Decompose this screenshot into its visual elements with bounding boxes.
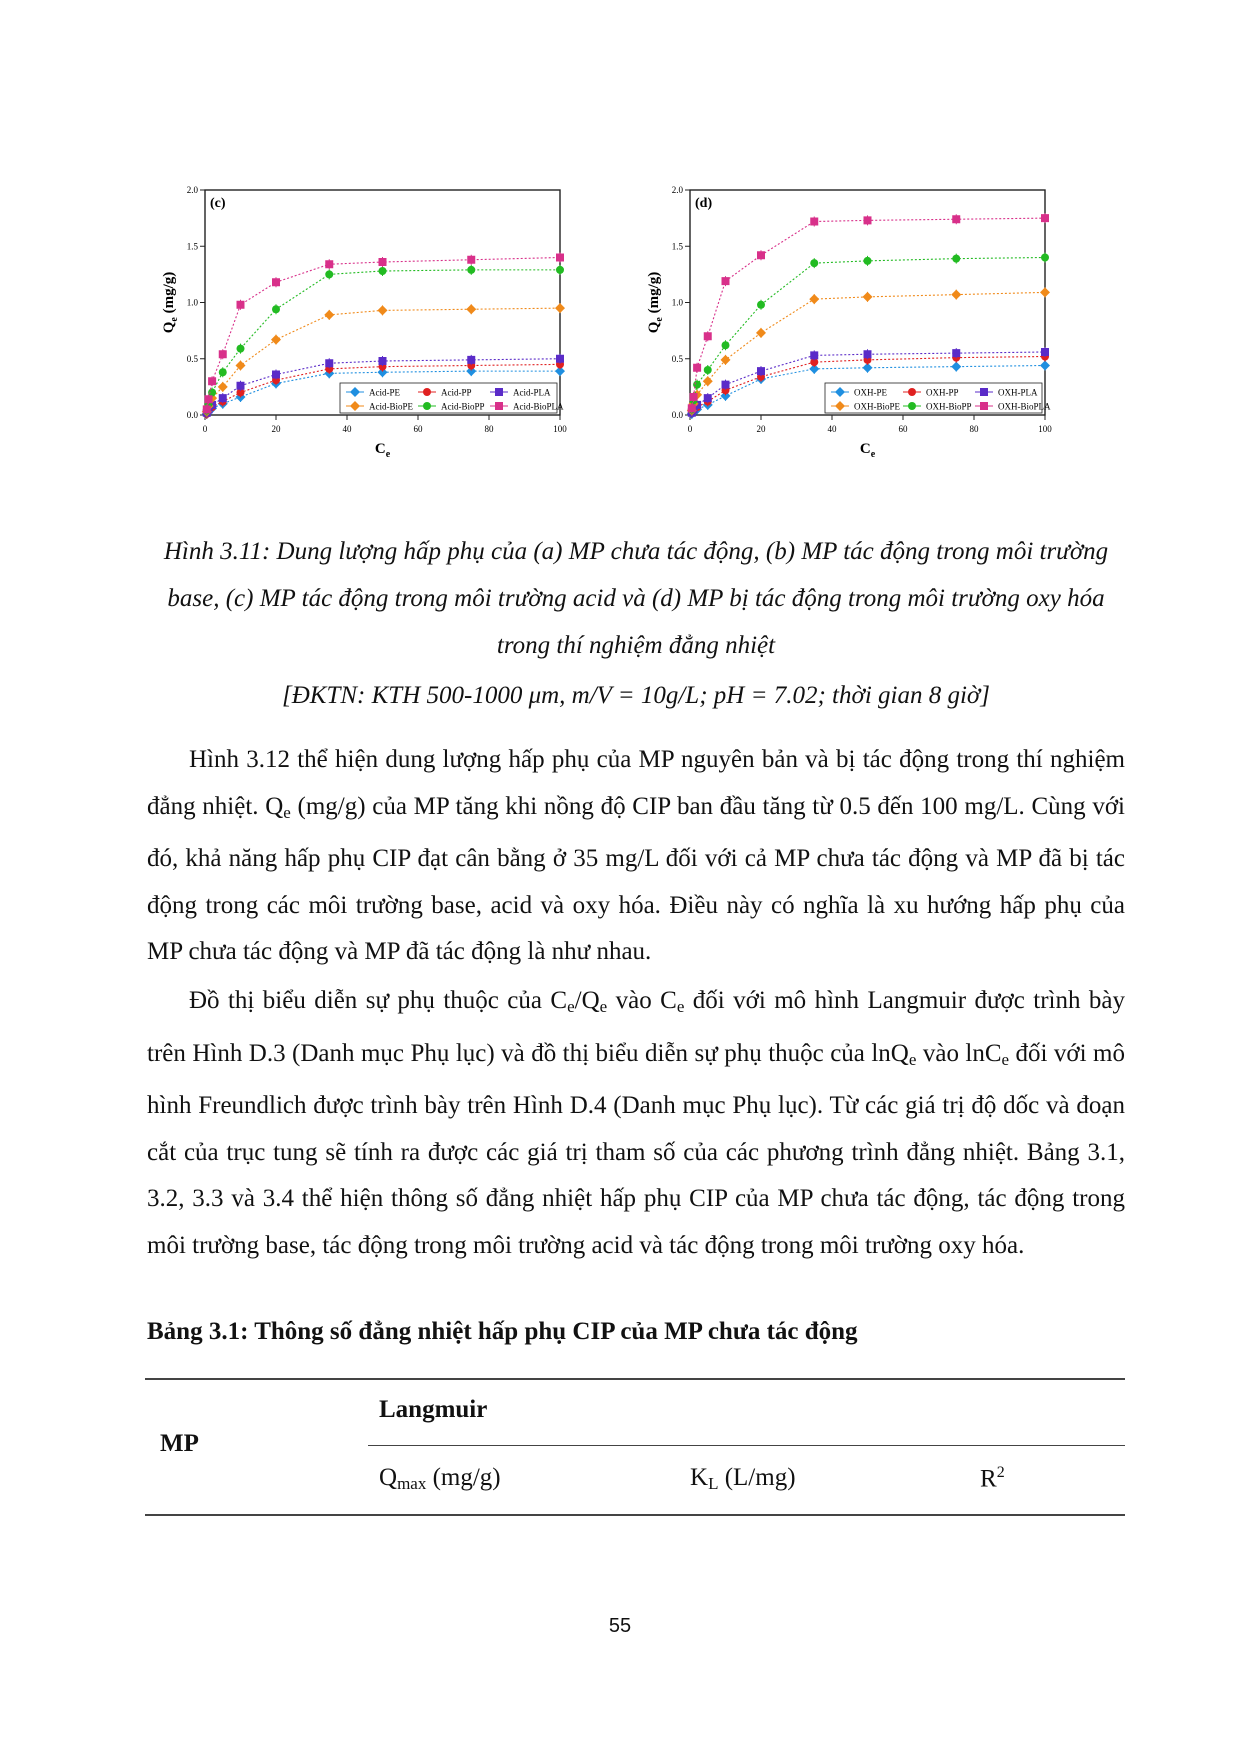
table-bottom-rule — [145, 1514, 1125, 1516]
chart-c-legend-label: Acid-PLA — [513, 387, 551, 398]
chart-c-x-axis-label-sub: e — [385, 449, 391, 460]
page-number: 55 — [608, 1615, 632, 1637]
chart-c-y-axis-label-sub: e — [169, 317, 180, 322]
chart-d-data-point — [704, 394, 712, 402]
paragraph-2 — [147, 978, 1125, 1269]
chart-c-ytick-label: 1.0 — [186, 297, 198, 308]
para2-sub-c: e — [676, 997, 685, 1016]
chart-c-data-point — [379, 357, 387, 365]
chart-d-legend-marker — [908, 388, 916, 396]
chart-c-data-point — [208, 377, 216, 385]
chart-d-ytick-label: 1.0 — [671, 297, 683, 308]
chart-c-data-point — [203, 405, 211, 413]
chart-d-xtick-label: 0 — [687, 424, 693, 434]
chart-c-xtick-label: 40 — [342, 424, 352, 434]
table-header-mp: MP — [160, 1430, 199, 1457]
chart-d-legend-label: OXH-PP — [926, 387, 959, 398]
chart-d-xtick-label: 20 — [756, 424, 766, 434]
chart-c-y-axis-label-unit: (mg/g) — [161, 271, 177, 318]
para2-text-e: vào lnC — [916, 1039, 1002, 1067]
chart-c-xtick-label: 60 — [413, 424, 423, 434]
chart-c-data-point — [219, 394, 227, 402]
chart-d-data-point — [693, 364, 701, 372]
para2-sub-a: e — [567, 997, 575, 1016]
table-top-rule — [145, 1378, 1125, 1380]
chart-c-data-point — [237, 301, 245, 309]
chart-c-y-axis-label: $Q_e$ (mg/g) — [161, 271, 180, 334]
para2-sub-b: e — [599, 997, 608, 1016]
chart-c-data-point — [237, 382, 245, 390]
chart-c-data-point — [556, 254, 564, 262]
para2-sub-d: e — [908, 1049, 917, 1069]
chart-d-data-point — [690, 393, 698, 401]
chart-d-data-point — [952, 255, 960, 263]
chart-d-data-point — [757, 301, 765, 309]
para2-text-d: đối với mô hình Langmuir được trình bày trên Hình D.3 (Danh mục Phụ lục) và đồ thị biểu diễn sự phụ thuộc của lnQ — [147, 987, 1125, 1067]
figure-caption: Hình 3.11: Dung lượng hấp phụ của (a) MP chưa tác động, (b) MP tác động trong môi trường base, (c) MP tác động trong môi trường acid và (d) MP bị tác động trong môi trường oxy hóa trong thí nghiệm đẳng nhiệt — [163, 538, 1109, 659]
para1-text-a: Hình 3.12 thể hiện dung lượng hấp phụ của MP nguyên bản và bị tác động trong thí nghiệm đẳng nhiệt. Q — [147, 746, 1125, 820]
chart-c-data-point — [467, 266, 475, 274]
chart-d-x-axis-label: $C_e$ — [859, 441, 876, 460]
chart-d-ytick-label: 0.0 — [671, 410, 683, 420]
chart-d-data-point — [757, 251, 765, 259]
kl-unit: (L/mg) — [718, 1464, 796, 1491]
chart-d-data-point — [757, 367, 765, 375]
chart-c-plot-frame — [205, 190, 560, 415]
chart-c-data-point — [556, 266, 564, 274]
chart-c-panel-label: (c) — [210, 196, 226, 211]
kl-sub: L — [708, 1474, 719, 1493]
chart-c-legend-label: Acid-BioPE — [369, 401, 413, 412]
chart-c-legend-label: Acid-PE — [369, 387, 400, 398]
chart-c-data-point — [325, 260, 333, 268]
table-header-kl — [690, 1464, 796, 1494]
chart-d-data-point — [722, 381, 730, 389]
chart-c-x-axis-label: $C_e$ — [374, 441, 391, 460]
chart-d-data-point — [722, 277, 730, 285]
chart-d-ytick-label: 1.5 — [671, 241, 683, 252]
chart-d-xtick-label: 40 — [827, 424, 837, 434]
chart-c-xtick-label: 0 — [202, 424, 208, 434]
chart-c-data-point — [325, 270, 333, 278]
chart-c-legend-label: Acid-BioPP — [441, 401, 485, 412]
table-header-r2 — [980, 1464, 1005, 1493]
chart-d-ytick-label: 0.5 — [671, 353, 683, 364]
qmax-symbol: Q — [379, 1464, 398, 1491]
chart-c — [160, 175, 640, 520]
table-header-langmuir: Langmuir — [379, 1396, 488, 1423]
chart-d-data-point — [1041, 348, 1049, 356]
chart-d-data-point — [952, 215, 960, 223]
qmax-sub: max — [397, 1474, 427, 1493]
chart-d-legend-label: OXH-PLA — [998, 387, 1038, 398]
isotherm-table — [145, 1378, 1125, 1516]
chart-d-data-point — [864, 257, 872, 265]
chart-d-xtick-label: 100 — [1038, 424, 1052, 434]
chart-d-legend-label: OXH-BioPP — [926, 401, 972, 412]
chart-c-legend-label: Acid-BioPLA — [513, 401, 564, 412]
chart-c-xtick-label: 20 — [271, 424, 281, 434]
chart-d-legend-marker — [908, 402, 916, 410]
chart-d-xtick-label: 80 — [969, 424, 979, 434]
chart-c-data-point — [467, 356, 475, 364]
chart-d-data-point — [1041, 214, 1049, 222]
chart-c-data-point — [219, 350, 227, 358]
para1-text-b: (mg/g) của MP tăng khi nồng độ CIP ban đầu tăng từ 0.5 đến 100 mg/L. Cùng với đó, khả năng hấp phụ CIP đạt cân bằng ở 35 mg/L đối với cả MP chưa tác động và MP đã bị tác động trong các môi trường base, acid và oxy hóa. Điều này có nghĩa là xu hướng hấp phụ của MP chưa tác động và MP đã tác động là như nhau. — [147, 792, 1126, 965]
chart-c-legend-label: Acid-PP — [441, 387, 472, 398]
chart-c-ytick-label: 2.0 — [186, 185, 198, 195]
chart-c-data-point — [205, 395, 213, 403]
chart-d-legend-label: OXH-BioPLA — [998, 401, 1051, 412]
chart-d-data-point — [722, 341, 730, 349]
chart-c-legend-marker — [423, 388, 431, 396]
para2-text-b: /Q — [574, 987, 600, 1014]
table-header-qmax — [379, 1464, 501, 1494]
chart-d-data-point — [688, 404, 696, 412]
para2-text-f: đối với mô hình Freundlich được trình bày trên Hình D.4 (Danh mục Phụ lục). Từ các giá trị độ dốc và đoạn cắt của trục tung sẽ tính ra được các giá trị tham số của các phương trình đẳng nhiệt. Bảng 3.1, 3.2, 3.3 và 3.4 thể hiện thông số đẳng nhiệt hấp phụ CIP của MP chưa tác động, tác động trong môi trường base, tác động trong môi trường acid và tác động trong môi trường oxy hóa. — [147, 1039, 1126, 1259]
chart-d-data-point — [952, 349, 960, 357]
chart-c-ytick-label: 1.5 — [186, 241, 198, 252]
chart-c-ytick-label: 0.5 — [186, 353, 198, 364]
chart-c-ytick-label: 0.0 — [186, 410, 198, 420]
chart-c-legend-marker — [423, 402, 431, 410]
chart-c-data-point — [237, 345, 245, 353]
chart-d-legend-label: OXH-PE — [854, 387, 887, 398]
chart-c-data-point — [467, 256, 475, 264]
chart-c-data-point — [272, 305, 280, 313]
table-mid-rule — [368, 1445, 1125, 1446]
r2-symbol: R — [980, 1465, 997, 1493]
chart-d-xtick-label: 60 — [898, 424, 908, 434]
para1-sub-a: e — [283, 802, 291, 822]
chart-d-y-axis-label-sub: e — [654, 317, 665, 322]
chart-c-legend-marker — [495, 388, 503, 396]
para2-text-a: Đồ thị biểu diễn sự phụ thuộc của C — [189, 987, 568, 1014]
chart-d-data-point — [864, 216, 872, 224]
chart-d-data-point — [810, 351, 818, 359]
chart-c-data-point — [379, 267, 387, 275]
chart-c-data-point — [272, 371, 280, 379]
kl-symbol: K — [690, 1464, 709, 1491]
experiment-conditions: [ĐKTN: KTH 500-1000 μm, m/V = 10g/L; pH = 7.02; thời gian 8 giờ] — [282, 682, 990, 709]
chart-d-data-point — [704, 366, 712, 374]
table-title: Bảng 3.1: Thông số đẳng nhiệt hấp phụ CIP của MP chưa tác động — [147, 1318, 858, 1345]
figure-panel-c — [160, 175, 640, 520]
chart-d-data-point — [704, 332, 712, 340]
chart-d — [645, 175, 1125, 520]
chart-d-panel-label: (d) — [695, 196, 713, 211]
chart-d-x-axis-label-sub: e — [870, 449, 876, 460]
paragraph-1 — [147, 737, 1125, 976]
chart-c-data-point — [556, 355, 564, 363]
chart-d-y-axis-label: $Q_e$ (mg/g) — [646, 271, 665, 334]
chart-d-data-point — [810, 259, 818, 267]
para2-sub-e: e — [1001, 1049, 1010, 1069]
chart-c-data-point — [379, 258, 387, 266]
qmax-unit: (mg/g) — [426, 1464, 501, 1491]
chart-d-data-point — [810, 218, 818, 226]
chart-c-data-point — [325, 359, 333, 367]
chart-d-ytick-label: 2.0 — [671, 185, 683, 195]
chart-d-legend-label: OXH-BioPE — [854, 401, 901, 412]
chart-d-data-point — [1041, 254, 1049, 262]
chart-c-xtick-label: 100 — [553, 424, 567, 434]
para2-text-c: vào C — [607, 987, 677, 1014]
chart-c-data-point — [272, 278, 280, 286]
chart-c-legend-marker — [495, 402, 503, 410]
r2-sup: 2 — [996, 1464, 1005, 1481]
chart-c-xtick-label: 80 — [484, 424, 494, 434]
chart-c-data-point — [219, 368, 227, 376]
chart-d-legend-marker — [980, 402, 988, 410]
chart-d-y-axis-label-unit: (mg/g) — [646, 271, 662, 318]
chart-d-legend-marker — [980, 388, 988, 396]
figure-panel-d — [645, 175, 1125, 520]
chart-d-data-point — [864, 350, 872, 358]
